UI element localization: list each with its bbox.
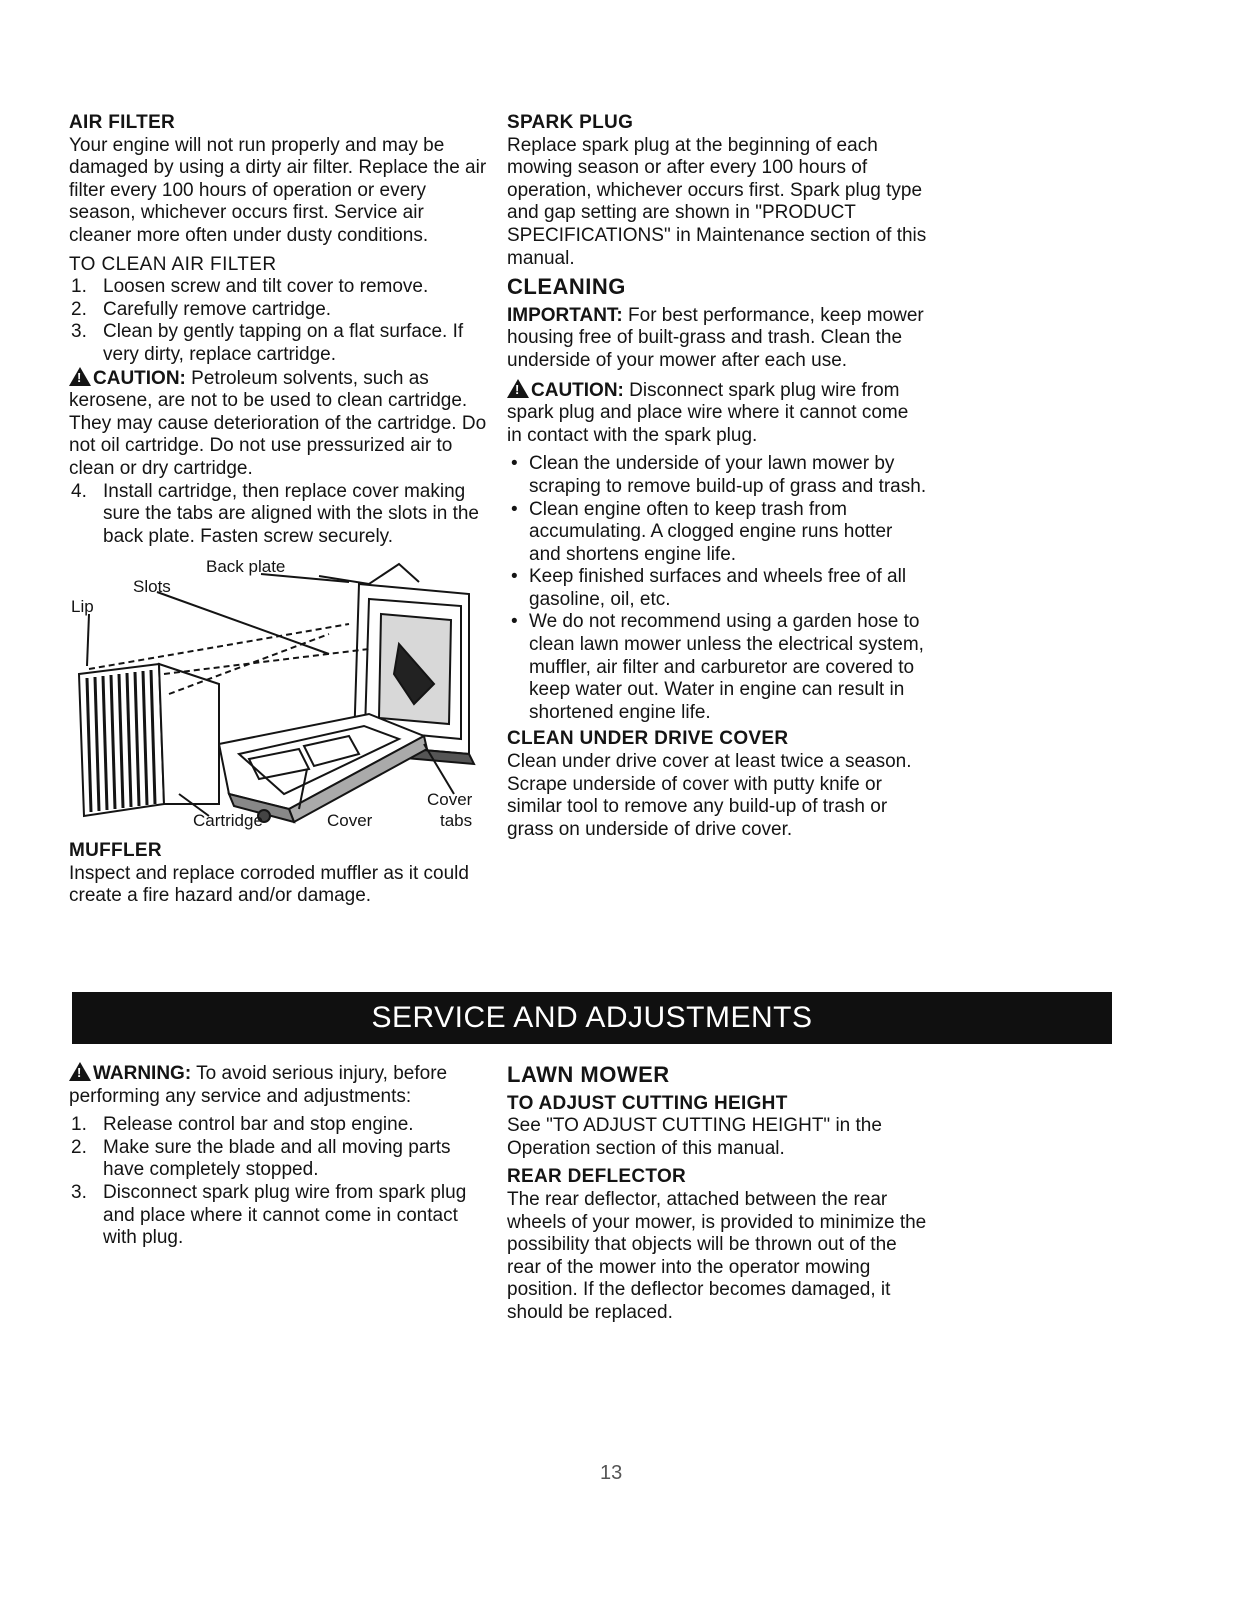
air-filter-steps (69, 276, 489, 366)
cleaning-bullets (507, 453, 927, 724)
left-column-top (69, 112, 489, 914)
warning-icon (69, 367, 91, 386)
list-item: 2. Carefully remove cartridge. (71, 298, 332, 320)
rear-deflector-heading: REAR DEFLECTOR (507, 1166, 687, 1188)
spark-plug-text: Replace spark plug at the beginning of each mowing season or after every 100 hours of operation, whichever occurs first. Spark plug type and gap setting are shown in "PRODUCT SPECIFICATIONS" in Maintenance section of this manual. (507, 134, 927, 269)
warning-icon (507, 379, 529, 398)
cover-tabs-label-line1: Cover (427, 790, 473, 810)
drive-cover-text: Clean under drive cover at least twice a season. Scrape underside of cover with putty knife or similar tool to remove any build-up of trash or grass on underside of drive cover. (507, 751, 912, 840)
warning-steps (69, 1114, 489, 1250)
lip-label: Lip (71, 597, 94, 617)
list-item: • Keep finished surfaces and wheels free of all gasoline, oil, etc. (507, 566, 927, 611)
list-item: 4. Install cartridge, then replace cover making sure the tabs are aligned with the slots in the back plate. Fasten screw securely. (71, 480, 480, 547)
air-filter-diagram (69, 554, 489, 834)
left-column-bottom (69, 1062, 489, 1250)
section-banner: SERVICE AND ADJUSTMENTS (72, 992, 1112, 1044)
air-filter-illustration (69, 554, 489, 834)
slots-label: Slots (133, 577, 171, 597)
cleaning-caution: !CAUTION: Disconnect spark plug wire from spark plug and place wire where it cannot come in contact with the spark plug. (507, 379, 927, 448)
list-item: • We do not recommend using a garden hose to clean lawn mower unless the electrical system, muffler, air filter and carburetor are covered to keep water out. Water in engine can result in shortened engine life. (507, 611, 927, 724)
cleaning-important: IMPORTANT: For best performance, keep mower housing free of built-grass and trash. Clean the underside of your mower after each use. (507, 304, 924, 371)
rear-deflector-text: The rear deflector, attached between the rear wheels of your mower, is provided to minimize the possibility that objects will be thrown out of the rear of the mower into the operator mowing position. If the deflector becomes damaged, it should be replaced. (507, 1188, 927, 1323)
list-item: • Clean the underside of your lawn mower by scraping to remove build-up of grass and trash. (507, 453, 927, 498)
drive-cover-heading: CLEAN UNDER DRIVE COVER (507, 728, 789, 750)
clean-air-filter-subheading: TO CLEAN AIR FILTER (69, 253, 277, 275)
cartridge-label: Cartridge (193, 811, 263, 831)
list-item: 2. Make sure the blade and all moving parts have completely stopped. (71, 1136, 451, 1181)
air-filter-heading: AIR FILTER (69, 112, 176, 133)
warning-block: !WARNING: To avoid serious injury, before performing any service and adjustments: (69, 1062, 489, 1108)
page-number: 13 (600, 1462, 623, 1484)
cleaning-heading: CLEANING (507, 274, 626, 300)
list-item: 3. Clean by gently tapping on a flat surface. If very dirty, replace cartridge. (71, 321, 464, 365)
list-item: 1. Release control bar and stop engine. (71, 1114, 414, 1136)
list-item: 1. Loosen screw and tilt cover to remove. (71, 276, 429, 298)
list-item: 3. Disconnect spark plug wire from spark plug and place where it cannot come in contact with plug. (71, 1181, 467, 1249)
air-filter-caution: !CAUTION: Petroleum solvents, such as kerosene, are not to be used to clean cartridge. They may cause deterioration of the cartridge. Do not oil cartridge. Do not use pressurized air to clean or dry cartridge. (69, 367, 489, 481)
list-item: • Clean engine often to keep trash from accumulating. A clogged engine runs hotter and shortens engine life. (507, 499, 927, 567)
cover-tabs-label-line2: tabs (440, 811, 473, 831)
lawn-mower-heading: LAWN MOWER (507, 1062, 670, 1087)
back-plate-label: Back plate (206, 557, 286, 577)
muffler-heading: MUFFLER (69, 840, 162, 862)
air-filter-intro: Your engine will not run properly and may be damaged by using a dirty air filter. Replace the air filter every 100 hours of operation or every season, whichever occurs first. Service air cleaner more often under dusty conditions. (69, 134, 487, 246)
right-column-top (507, 112, 927, 847)
right-column-bottom (507, 1062, 927, 1331)
cutting-height-text: See "TO ADJUST CUTTING HEIGHT" in the Operation section of this manual. (507, 1115, 882, 1159)
air-filter-step-4 (69, 481, 489, 549)
warning-icon (69, 1062, 91, 1081)
cover-label: Cover (327, 811, 373, 831)
spark-plug-heading: SPARK PLUG (507, 112, 634, 133)
cutting-height-heading: TO ADJUST CUTTING HEIGHT (507, 1092, 788, 1114)
muffler-text: Inspect and replace corroded muffler as it could create a fire hazard and/or damage. (69, 862, 469, 907)
